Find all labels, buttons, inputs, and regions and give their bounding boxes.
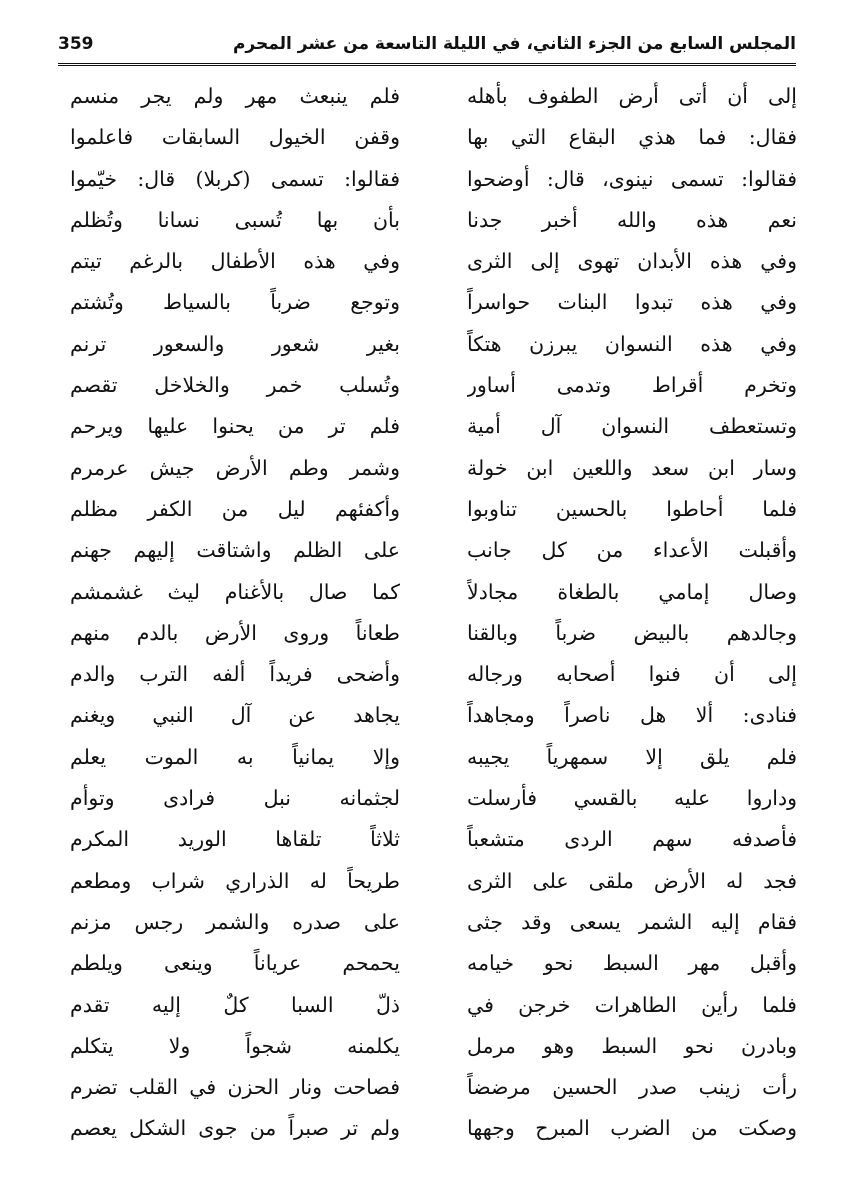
left-column-verses — [70, 76, 400, 1150]
verse-line: وأقبل مهر السبط نحو خيامه — [467, 951, 797, 976]
running-header — [58, 30, 796, 66]
verse-line: وسار ابن سعد واللعين ابن خولة — [467, 455, 797, 480]
verse-line: وصكت من الضرب المبرح وجهها — [467, 1116, 797, 1141]
verse-line: ثلاثاً تلقاها الوريد المكرم — [70, 827, 400, 852]
verse-line: وأقبلت الأعداء من كل جانب — [467, 538, 797, 563]
verse-line: وأضحى فريداً ألفه الترب والدم — [70, 662, 400, 687]
verse-line: وداروا عليه بالقسي فأرسلت — [467, 786, 797, 811]
header-title: المجلس السابع من الجزء الثاني، في الليلة التاسعة من عشر المحرم — [232, 34, 796, 54]
verse-line: وفي هذه الأطفال بالرغم تيتم — [70, 249, 400, 274]
verse-line: بغير شعور والسعور ترنم — [70, 331, 400, 356]
verse-line: إلى أن أتى أرض الطفوف بأهله — [467, 84, 797, 108]
verse-line: وفي هذه الأبدان تهوى إلى الثرى — [467, 249, 797, 274]
verse-line: وتستعطف النسوان آل أمية — [467, 414, 797, 439]
verse-line: على صدره والشمر رجس مزنم — [70, 909, 400, 934]
verse-line: فأصدفه سهم الردى متشعباً — [467, 827, 797, 852]
verse-line: فلما رأين الطاهرات خرجن في — [467, 992, 797, 1017]
verse-line: فلم يلق إلا سمهرياً يجيبه — [467, 744, 797, 769]
verse-line: ذلّ السبا كلٌ إليه تقدم — [70, 992, 400, 1017]
verse-line: وتُسلب خمر والخلاخل تقصم — [70, 373, 400, 398]
verse-line: وشمر وطم الأرض جيش عرمرم — [70, 455, 400, 480]
verse-line: فنادى: ألا هل ناصراً ومجاهداً — [467, 703, 797, 728]
verse-line: بأن بها تُسبى نسانا وتُظلم — [70, 207, 400, 232]
verse-line: فقام إليه الشمر يسعى وقد جثى — [467, 909, 797, 934]
verse-line: وتوجع ضرباً بالسياط وتُشتم — [70, 290, 400, 315]
verse-line: يحمحم عرياناً وينعى ويلطم — [70, 951, 400, 976]
verse-line: طريحاً له الذراري شراب ومطعم — [70, 868, 400, 893]
verse-line: وفي هذه تبدوا البنات حواسراً — [467, 290, 797, 315]
verse-line: وقفن الخيول السابقات فاعلموا — [70, 125, 400, 150]
right-column-verses — [467, 76, 797, 1150]
verse-line: فلم تر من يحنوا عليها ويرحم — [70, 414, 400, 439]
verse-line: إلى أن فنوا أصحابه ورجاله — [467, 662, 797, 687]
verse-line: طعاناً وروى الأرض بالدم منهم — [70, 620, 400, 645]
verse-line: وإلا يمانياً به الموت يعلم — [70, 744, 400, 769]
verse-line: وتخرم أقراط وتدمى أساور — [467, 373, 797, 398]
verse-line: فجد له الأرض ملقى على الثرى — [467, 868, 797, 893]
verse-line: فلما أحاطوا بالحسين تناوبوا — [467, 496, 797, 521]
page-number: 359 — [58, 34, 94, 54]
verse-line: لجثمانه نبل فرادى وتوأم — [70, 786, 400, 811]
verse-line: فقالوا: تسمى نينوى، قال: أوضحوا — [467, 166, 797, 191]
verse-line: رأت زينب صدر الحسين مرضضاً — [467, 1075, 797, 1100]
verse-line: يكلمنه شجواً ولا يتكلم — [70, 1033, 400, 1058]
verse-line: نعم هذه والله أخبر جدنا — [467, 207, 797, 232]
verse-line: فلم ينبعث مهر ولم يجر منسم — [70, 84, 400, 108]
verse-line: كما صال بالأغنام ليث غشمشم — [70, 579, 400, 604]
verse-line: فصاحت ونار الحزن في القلب تضرم — [70, 1075, 400, 1100]
verse-line: فقالوا: تسمى (كربلا) قال: خيّموا — [70, 166, 400, 191]
verse-line: وصال إمامي بالطغاة مجادلاً — [467, 579, 797, 604]
verse-line: وأكفئهم ليل من الكفر مظلم — [70, 496, 400, 521]
verse-line: وجالدهم بالبيض ضرباً وبالقنا — [467, 620, 797, 645]
verse-line: ولم تر صبراً من جوى الشكل يعصم — [70, 1116, 400, 1141]
verse-line: فقال: فما هذي البقاع التي بها — [467, 125, 797, 150]
verse-line: على الظلم واشتاقت إليهم جهنم — [70, 538, 400, 563]
verse-line: وفي هذه النسوان يبرزن هتكاً — [467, 331, 797, 356]
verse-line: وبادرن نحو السبط وهو مرمل — [467, 1033, 797, 1058]
verse-line: يجاهد عن آل النبي ويغنم — [70, 703, 400, 728]
